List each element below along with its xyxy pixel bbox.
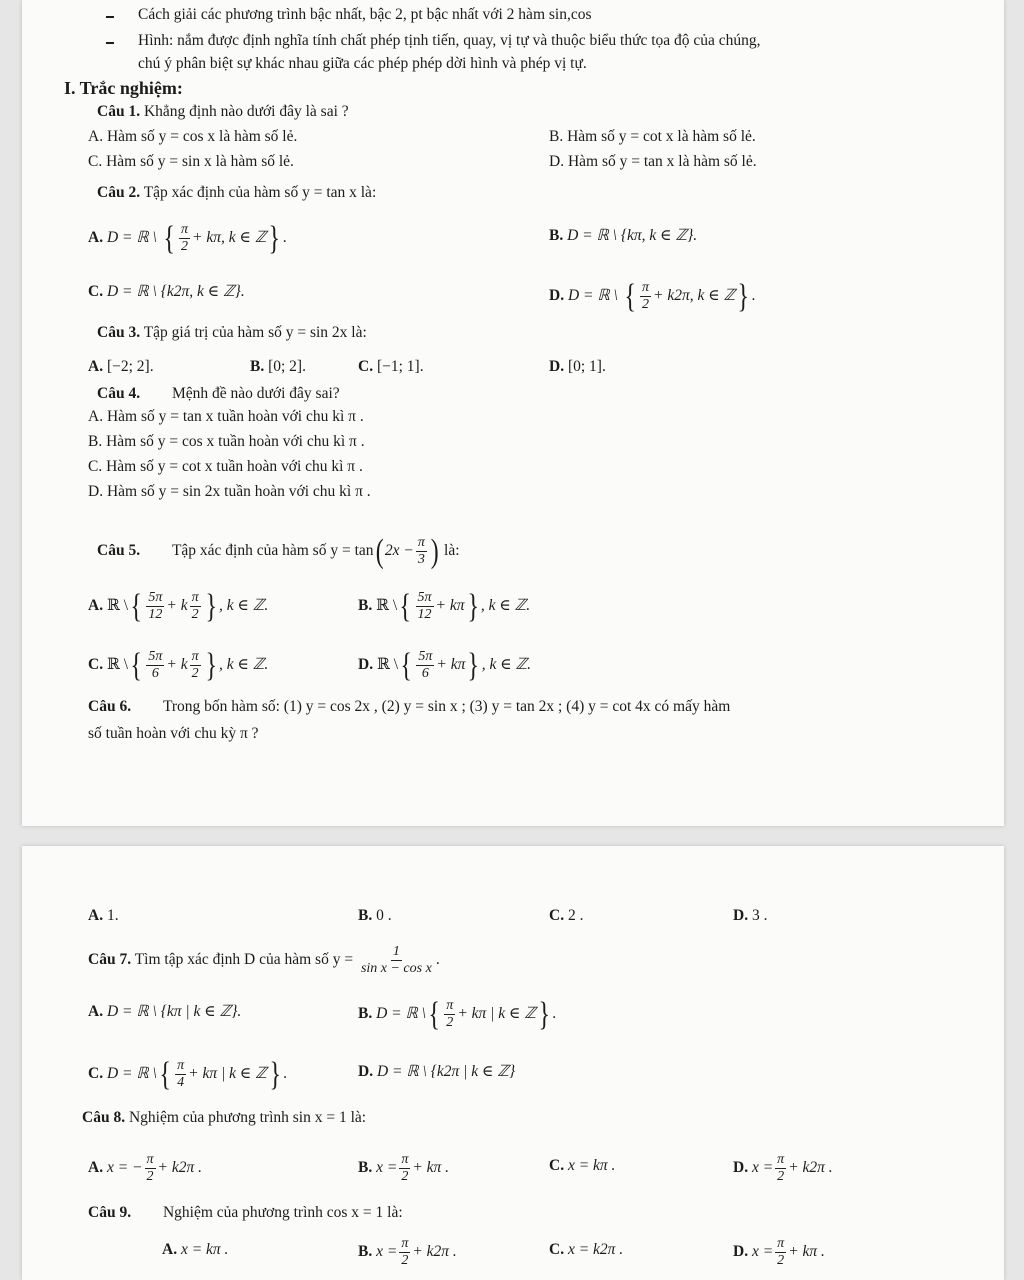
q9-option-b: [358, 1236, 457, 1269]
fraction-numerator: π: [642, 280, 650, 295]
option-text: [0; 2].: [268, 358, 306, 375]
option-text: ℝ \: [106, 597, 129, 615]
fraction-numerator: π: [191, 649, 199, 664]
option-text: 0 .: [376, 907, 392, 924]
option-letter: B.: [358, 1159, 373, 1177]
option-text: x = −: [106, 1159, 143, 1177]
question-2: [97, 183, 376, 203]
option-text: D = ℝ \ {kπ, k ∈ ℤ}.: [567, 227, 698, 244]
option-letter: A.: [88, 358, 104, 375]
option-text: D = ℝ \: [567, 287, 618, 305]
q4-option-d: D. Hàm số y = sin 2x tuần hoàn với chu kì π .: [88, 483, 371, 500]
option-text: D = ℝ \: [376, 1005, 426, 1023]
option-letter: C.: [358, 358, 374, 375]
fraction-numerator: π: [417, 535, 425, 550]
option-letter: D.: [358, 1063, 374, 1080]
q2-option-c: [88, 282, 245, 302]
q6-option-c: [549, 906, 583, 926]
option-text: D = ℝ \: [106, 229, 157, 247]
option-text: + k2π .: [157, 1159, 203, 1177]
q6-option-b: [358, 906, 392, 926]
q9-option-c: [549, 1240, 623, 1260]
bullet-dash: [106, 16, 114, 18]
option-letter: B.: [250, 358, 265, 375]
q1-option-d: D. Hàm số y = tan x là hàm số lẻ.: [549, 153, 757, 170]
fraction-numerator: 5π: [148, 590, 163, 605]
fraction-denominator: sin x − cos x: [360, 961, 432, 976]
fraction-denominator: 2: [146, 1169, 154, 1184]
option-letter: D.: [358, 656, 374, 674]
option-text: 2 .: [567, 907, 584, 924]
q1-option-c: C. Hàm số y = sin x là hàm số lẻ.: [88, 153, 294, 170]
q7-option-b: B. D = ℝ \{ $\frac{\pi}{2}$ + kπ | k ∈ ℤ} .: [358, 995, 557, 1033]
option-letter: D.: [549, 287, 565, 305]
option-letter: D.: [733, 1159, 749, 1177]
option-letter: C.: [88, 283, 104, 300]
option-text: D = ℝ \: [106, 1065, 157, 1083]
option-text: + kπ .: [788, 1243, 825, 1261]
fraction-denominator: 6: [151, 666, 159, 681]
question-text: 2x −: [384, 542, 414, 560]
option-text: ℝ \: [106, 656, 129, 674]
question-3: [97, 323, 367, 343]
fraction-denominator: 2: [401, 1169, 409, 1184]
question-label: Câu 5.: [97, 542, 141, 560]
fraction-numerator: π: [177, 1058, 185, 1073]
question-text: Tập giá trị của hàm số y = sin 2x là:: [143, 324, 367, 341]
bullet-text-3: chú ý phân biệt sự khác nhau giữa các phép phép dời hình và phép vị tự.: [138, 55, 587, 72]
option-text: , k ∈ ℤ.: [480, 597, 531, 615]
question-label: Câu 2.: [97, 184, 141, 201]
question-text: Tập xác định của hàm số y = tan x là:: [143, 184, 377, 201]
q8-option-d: [733, 1152, 833, 1185]
option-text: + kπ: [436, 656, 466, 674]
option-text: D = ℝ \ {k2π, k ∈ ℤ}.: [106, 283, 245, 300]
option-text: ℝ \: [376, 656, 399, 674]
fraction-denominator: 6: [421, 666, 429, 681]
option-text: + kπ, k ∈ ℤ: [192, 229, 267, 247]
question-label: Câu 4.: [97, 385, 141, 402]
fraction-numerator: π: [191, 590, 199, 605]
option-text: + k: [166, 597, 188, 615]
q8-option-c: [549, 1156, 615, 1176]
question-label: Câu 9.: [88, 1204, 132, 1221]
q5-option-c: C. ℝ \{ $\frac{5\pi}{6}$ + k $\frac{\pi}{2}$ } , k ∈ ℤ.: [88, 646, 269, 684]
document-page-1: [22, 0, 1004, 826]
option-text: + k2π, k ∈ ℤ: [653, 287, 736, 305]
option-letter: D.: [733, 907, 749, 924]
option-letter: C.: [88, 656, 104, 674]
option-letter: C.: [549, 1241, 565, 1258]
option-letter: A.: [88, 1159, 104, 1177]
fraction-numerator: π: [446, 998, 454, 1013]
option-letter: C.: [549, 907, 565, 924]
fraction-numerator: π: [777, 1152, 785, 1167]
q1-option-a: A. Hàm số y = cos x là hàm số lẻ.: [88, 128, 298, 145]
q9-option-d: [733, 1236, 825, 1269]
option-letter: B.: [358, 1243, 373, 1261]
option-text: , k ∈ ℤ.: [218, 656, 269, 674]
q7-option-c: C. D = ℝ \{ $\frac{\pi}{4}$ + kπ | k ∈ ℤ} .: [88, 1055, 288, 1093]
fraction-denominator: 2: [446, 1015, 454, 1030]
q5-option-b: B. ℝ \{ $\frac{5\pi}{12}$ + kπ} , k ∈ ℤ.: [358, 587, 531, 625]
bullet-text-1: Cách giải các phương trình bậc nhất, bậc 2, pt bậc nhất với 2 hàm sin,cos: [138, 6, 592, 23]
q3-option-d: [549, 357, 606, 377]
question-text: Tập xác định của hàm số y = tan: [171, 542, 374, 560]
fraction-denominator: 2: [401, 1253, 409, 1268]
q3-option-b: [250, 357, 306, 377]
fraction-denominator: 2: [191, 666, 199, 681]
q5-option-a: A. ℝ \{ $\frac{5\pi}{12}$ + k $\frac{\pi}{2}$ } , k ∈ ℤ.: [88, 587, 269, 625]
option-text: + kπ | k ∈ ℤ: [457, 1005, 536, 1023]
option-text: ℝ \: [376, 597, 398, 615]
question-8: [82, 1108, 366, 1128]
fraction-numerator: 5π: [148, 649, 163, 664]
option-text: 1.: [106, 907, 119, 924]
fraction-denominator: 2: [777, 1169, 785, 1184]
option-letter: A.: [162, 1241, 178, 1258]
question-label: Câu 7.: [88, 951, 132, 969]
option-text: + k2π .: [412, 1243, 457, 1261]
q2-option-b: [549, 226, 697, 246]
q8-option-b: [358, 1152, 449, 1185]
q6-option-d: [733, 906, 767, 926]
option-text: x = k2π .: [567, 1241, 624, 1258]
question-7: Câu 7. Tìm tập xác định D của hàm số y = $\frac{1}{\text{sin x − cos x}}$ .: [88, 944, 440, 976]
bullet-dash: [106, 42, 114, 44]
fraction-denominator: 3: [417, 552, 425, 567]
question-label: Câu 8.: [82, 1109, 126, 1126]
q6-option-a: [88, 906, 119, 926]
question-text: Mệnh đề nào dưới đây sai?: [171, 385, 340, 402]
fraction-numerator: π: [401, 1236, 409, 1251]
option-text: + kπ .: [412, 1159, 450, 1177]
option-text: x =: [751, 1159, 774, 1177]
fraction-numerator: π: [401, 1152, 409, 1167]
fraction-denominator: 2: [181, 239, 189, 254]
option-letter: D.: [733, 1243, 749, 1261]
option-text: x = kπ .: [567, 1157, 616, 1174]
option-text: D = ℝ \ {k2π | k ∈ ℤ}: [376, 1063, 516, 1080]
question-5: Câu 5. Tập xác định của hàm số y = tan( 2x − $\frac{\pi}{3}$ ) là:: [97, 532, 460, 570]
option-letter: B.: [549, 227, 564, 244]
question-text: Nghiệm của phương trình cos x = 1 là:: [162, 1204, 403, 1221]
question-text: Khẳng định nào dưới đây là sai ?: [143, 103, 349, 120]
option-letter: D.: [549, 358, 565, 375]
bullet-text-2: Hình: nắm được định nghĩa tính chất phép tịnh tiến, quay, vị tự và thuộc biểu thức tọa độ của chúng,: [138, 32, 761, 49]
option-letter: C.: [88, 1065, 104, 1083]
fraction-numerator: π: [181, 222, 189, 237]
question-1: [97, 102, 349, 122]
option-text: + k: [166, 656, 188, 674]
question-text: Trong bốn hàm số: (1) y = cos 2x , (2) y = sin x ; (3) y = tan 2x ; (4) y = cot 4x có mấy hàm: [162, 698, 731, 715]
question-9: [88, 1203, 403, 1223]
q9-option-a: [162, 1240, 228, 1260]
q4-option-a: A. Hàm số y = tan x tuần hoàn với chu kì π .: [88, 408, 364, 425]
q3-option-c: [358, 357, 424, 377]
option-text: x =: [376, 1159, 398, 1177]
option-text: 3 .: [751, 907, 768, 924]
q1-option-b: B. Hàm số y = cot x là hàm số lẻ.: [549, 128, 756, 145]
option-letter: A.: [88, 1003, 104, 1020]
option-letter: C.: [549, 1157, 565, 1174]
option-letter: B.: [358, 597, 373, 615]
option-letter: B.: [358, 1005, 373, 1023]
option-letter: A.: [88, 597, 104, 615]
question-6-continued: số tuần hoàn với chu kỳ π ?: [88, 725, 259, 742]
q7-option-d: [358, 1062, 515, 1082]
q4-option-b: B. Hàm số y = cos x tuần hoàn với chu kì π .: [88, 433, 365, 450]
option-text: + k2π .: [788, 1159, 833, 1177]
question-4: [97, 384, 340, 404]
fraction-denominator: 2: [642, 297, 650, 312]
document-page-2: [22, 846, 1004, 1280]
question-label: Câu 3.: [97, 324, 141, 341]
q4-option-c: C. Hàm số y = cot x tuần hoàn với chu kì π .: [88, 458, 363, 475]
option-text: , k ∈ ℤ.: [218, 597, 269, 615]
fraction-numerator: 1: [392, 944, 400, 959]
q2-option-d: D. D = ℝ \ { $\frac{\pi}{2}$ + k2π, k ∈ ℤ} .: [549, 277, 756, 315]
q5-option-d: D. ℝ \{ $\frac{5\pi}{6}$ + kπ} , k ∈ ℤ.: [358, 646, 531, 684]
fraction-numerator: 5π: [417, 590, 432, 605]
question-text: Tìm tập xác định D của hàm số y =: [134, 951, 354, 969]
option-text: x = kπ .: [180, 1241, 229, 1258]
option-text: x =: [751, 1243, 774, 1261]
fraction-denominator: 2: [777, 1253, 785, 1268]
fraction-numerator: π: [777, 1236, 785, 1251]
question-label: Câu 6.: [88, 698, 132, 715]
option-text: [−2; 2].: [106, 358, 154, 375]
q2-option-a: A. D = ℝ \ { $\frac{\pi}{2}$ + kπ, k ∈ ℤ} .: [88, 219, 287, 257]
option-letter: A.: [88, 907, 104, 924]
option-text: , k ∈ ℤ.: [481, 656, 531, 674]
question-label: Câu 1.: [97, 103, 141, 120]
option-text: D = ℝ \ {kπ | k ∈ ℤ}.: [106, 1003, 242, 1020]
question-6: [88, 697, 730, 717]
section-title: I. Trắc nghiệm:: [64, 78, 183, 98]
option-text: x =: [376, 1243, 398, 1261]
q7-option-a: [88, 1002, 241, 1022]
fraction-numerator: π: [146, 1152, 154, 1167]
fraction-denominator: 2: [191, 607, 199, 622]
fraction-numerator: 5π: [418, 649, 433, 664]
q3-option-a: [88, 357, 154, 377]
option-text: [0; 1].: [567, 358, 606, 375]
option-text: + kπ: [435, 597, 465, 615]
option-text: + kπ | k ∈ ℤ: [188, 1065, 267, 1083]
option-letter: B.: [358, 907, 373, 924]
fraction-denominator: 12: [148, 607, 163, 622]
option-text: [−1; 1].: [376, 358, 424, 375]
option-letter: A.: [88, 229, 104, 247]
fraction-denominator: 12: [417, 607, 432, 622]
q8-option-a: [88, 1152, 202, 1185]
question-text: Nghiệm của phương trình sin x = 1 là:: [128, 1109, 367, 1126]
question-text: là:: [444, 542, 460, 560]
fraction-denominator: 4: [177, 1075, 185, 1090]
